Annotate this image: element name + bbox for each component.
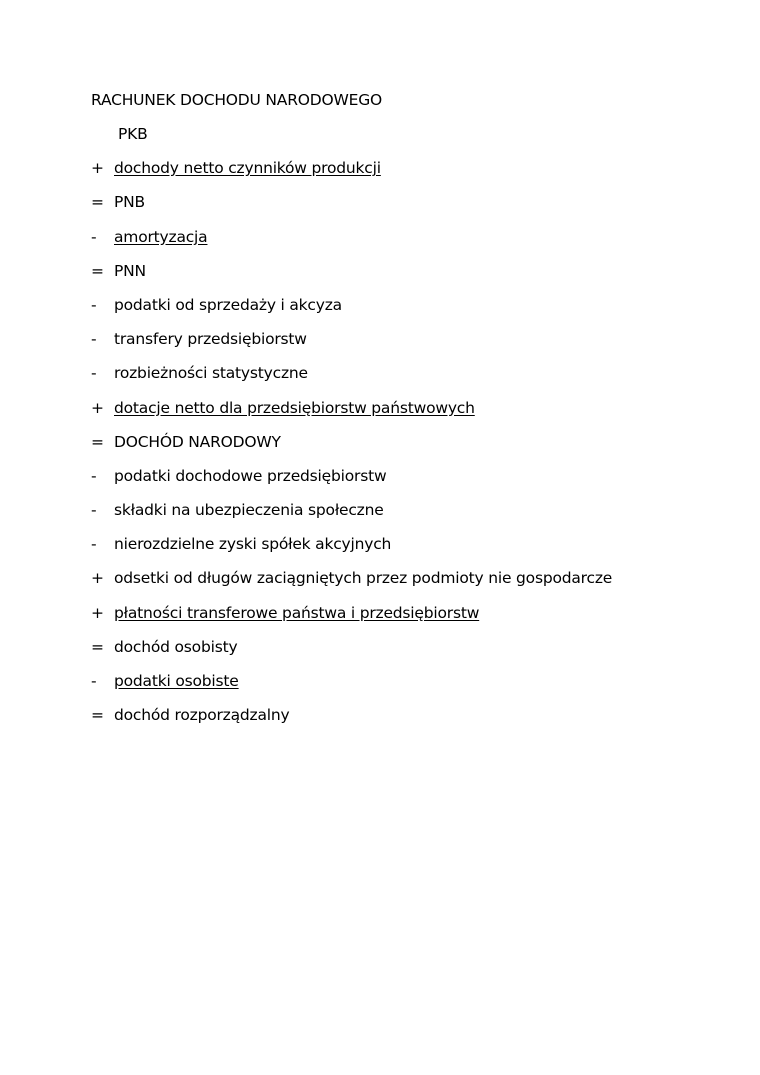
calculation-row bbox=[0, 433, 760, 467]
row-text: odsetki od długów zaciągniętych przez podmioty nie gospodarcze bbox=[114, 569, 613, 588]
calculation-row bbox=[0, 467, 760, 501]
row-operator: - bbox=[91, 295, 97, 314]
row-operator: + bbox=[91, 569, 104, 588]
row-operator: = bbox=[91, 261, 104, 280]
row-text: podatki dochodowe przedsiębiorstw bbox=[114, 466, 387, 485]
calculation-row bbox=[0, 193, 760, 227]
calculation-row bbox=[0, 125, 760, 159]
row-operator: = bbox=[91, 706, 104, 725]
calculation-row bbox=[0, 228, 760, 262]
calculation-row bbox=[0, 296, 760, 330]
row-operator: + bbox=[91, 159, 104, 178]
calculation-row bbox=[0, 638, 760, 672]
row-operator: + bbox=[91, 398, 104, 417]
row-operator: - bbox=[91, 501, 97, 520]
row-operator: - bbox=[91, 364, 97, 383]
calculation-row bbox=[0, 604, 760, 638]
calculation-row bbox=[0, 706, 760, 740]
row-operator: - bbox=[91, 466, 97, 485]
row-text: PNN bbox=[114, 261, 146, 280]
row-text: nierozdzielne zyski spółek akcyjnych bbox=[114, 535, 392, 554]
row-text: PNB bbox=[114, 193, 145, 212]
row-text: dochody netto czynników produkcji bbox=[114, 159, 381, 178]
calculation-row bbox=[0, 501, 760, 535]
row-text: dotacje netto dla przedsiębiorstw państwowych bbox=[114, 398, 475, 417]
calculation-row bbox=[0, 364, 760, 398]
row-text: płatności transferowe państwa i przedsiębiorstw bbox=[114, 603, 480, 622]
calculation-row bbox=[0, 535, 760, 569]
calculation-row bbox=[0, 262, 760, 296]
row-text: amortyzacja bbox=[114, 227, 208, 246]
row-operator: = bbox=[91, 637, 104, 656]
row-operator: + bbox=[91, 603, 104, 622]
row-operator: = bbox=[91, 193, 104, 212]
row-operator: - bbox=[91, 535, 97, 554]
row-text: PKB bbox=[118, 125, 148, 143]
calculation-row bbox=[0, 330, 760, 364]
row-operator: - bbox=[91, 227, 97, 246]
row-text: podatki osobiste bbox=[114, 672, 239, 690]
row-operator: - bbox=[91, 672, 97, 690]
row-text: składki na ubezpieczenia społeczne bbox=[114, 501, 384, 520]
row-operator: = bbox=[91, 432, 104, 451]
row-text: dochód osobisty bbox=[114, 637, 238, 656]
calculation-list bbox=[0, 125, 760, 740]
calculation-row bbox=[0, 569, 760, 603]
document-title: RACHUNEK DOCHODU NARODOWEGO bbox=[91, 91, 383, 109]
row-operator: - bbox=[91, 330, 97, 349]
calculation-row bbox=[0, 159, 760, 193]
row-text: transfery przedsiębiorstw bbox=[114, 330, 307, 349]
row-text: podatki od sprzedaży i akcyza bbox=[114, 295, 342, 314]
row-text: DOCHÓD NARODOWY bbox=[114, 432, 281, 451]
calculation-row bbox=[0, 672, 760, 706]
calculation-row bbox=[0, 399, 760, 433]
row-text: rozbieżności statystyczne bbox=[114, 364, 308, 383]
row-text: dochód rozporządzalny bbox=[114, 706, 290, 725]
